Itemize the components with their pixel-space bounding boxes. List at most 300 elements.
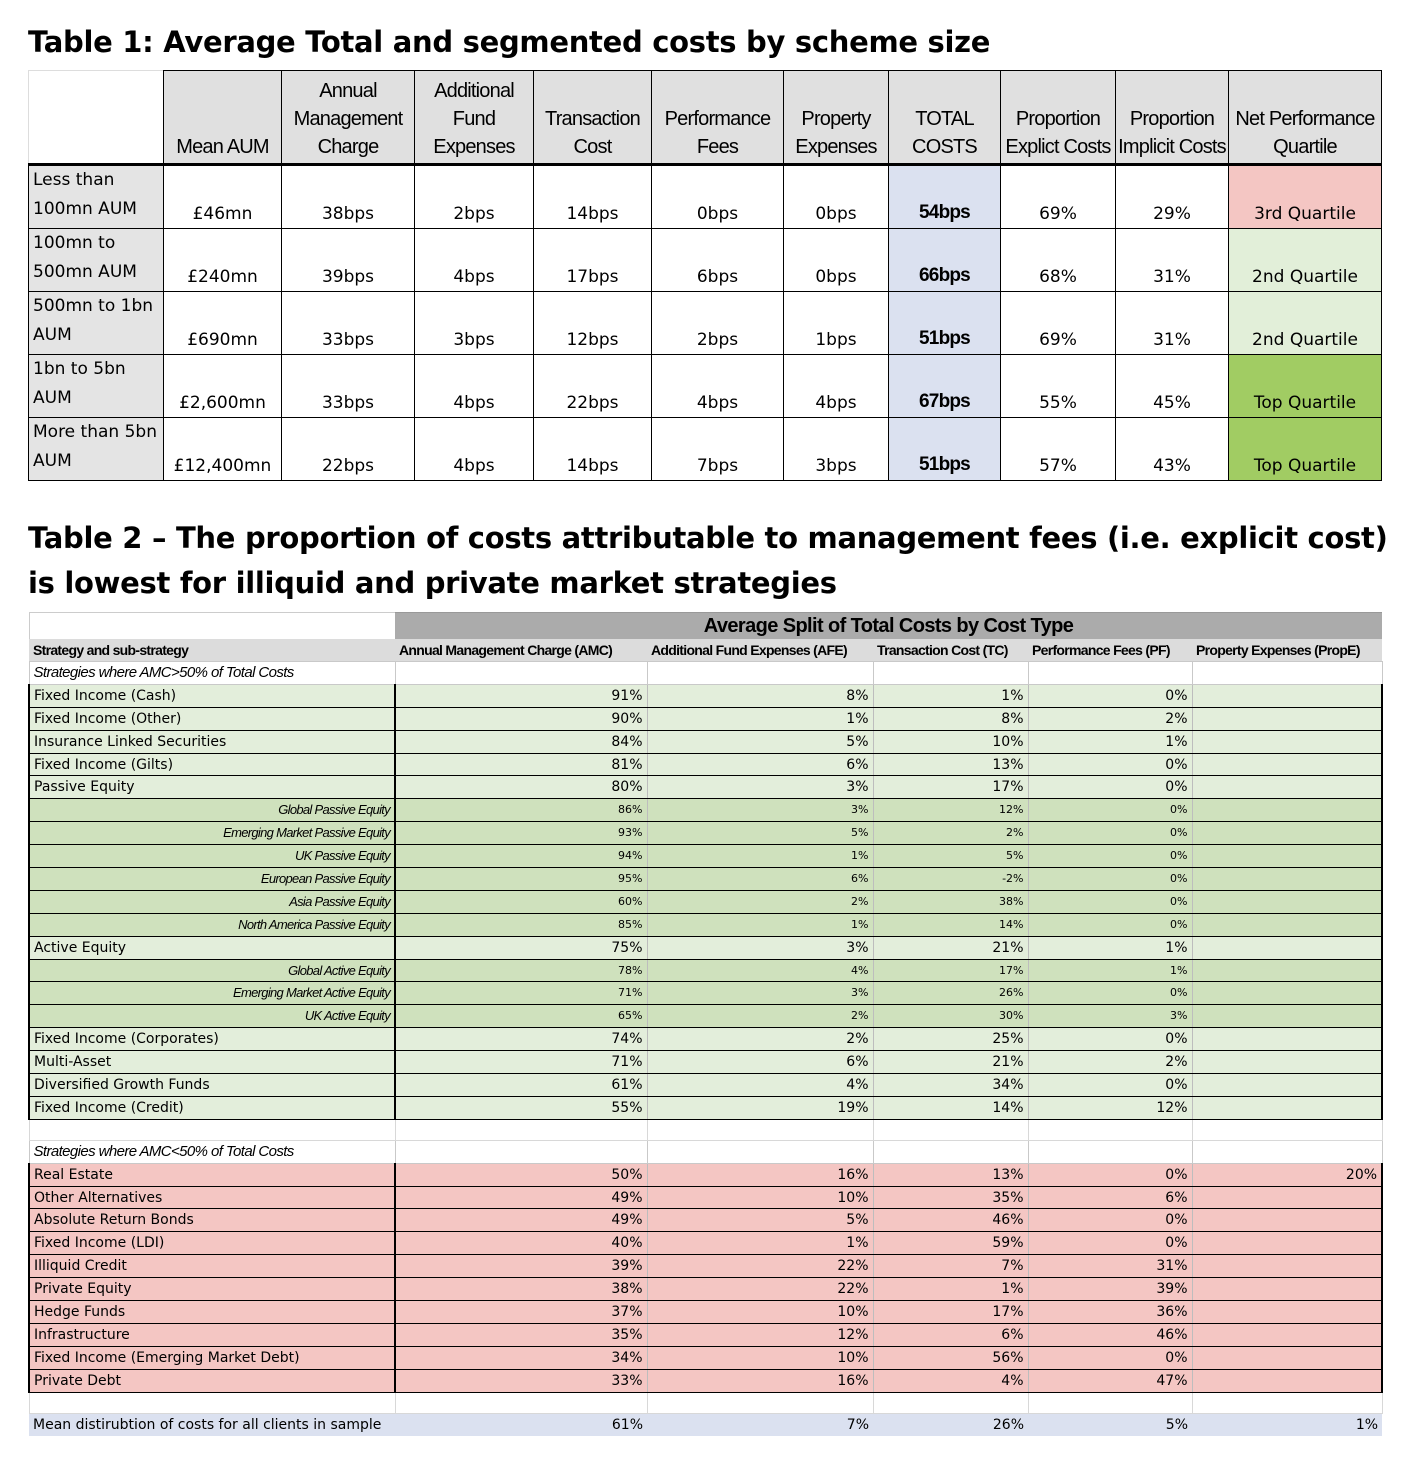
strategy-label: Private Debt: [29, 1369, 395, 1392]
prope-cell: [1192, 1096, 1382, 1119]
table-row: [29, 799, 1382, 822]
pf-cell: 0%: [1028, 982, 1192, 1005]
table-row: [29, 1186, 1382, 1209]
table-row: [29, 730, 1382, 753]
table1-header-quartile: Net Performance Quartile: [1229, 71, 1382, 165]
tc-cell: 10%: [873, 730, 1028, 753]
section-label-row: [29, 662, 1382, 685]
strategy-label: Infrastructure: [29, 1323, 395, 1346]
strategy-label: Illiquid Credit: [29, 1255, 395, 1278]
afe-cell: 16%: [647, 1163, 873, 1186]
tc-cell: 14bps: [534, 165, 652, 229]
table-row: [29, 1163, 1382, 1186]
total-cell: 51bps: [889, 418, 1001, 481]
table-row: [29, 1323, 1382, 1346]
pf-cell: 4bps: [652, 355, 784, 418]
prop-cell: 0bps: [784, 165, 889, 229]
total-cell: 51bps: [889, 292, 1001, 355]
empty-cell: [647, 662, 873, 685]
section-label: Strategies where AMC>50% of Total Costs: [29, 662, 395, 685]
tc-cell: 12bps: [534, 292, 652, 355]
quartile-cell: 2nd Quartile: [1229, 292, 1382, 355]
table-row: [29, 684, 1382, 707]
prope-cell: [1192, 1301, 1382, 1324]
explicit-cell: 69%: [1001, 165, 1116, 229]
segment-label: Less than 100mn AUM: [29, 165, 164, 229]
prope-cell: [1192, 959, 1382, 982]
pf-cell: 31%: [1028, 1255, 1192, 1278]
pf-cell: 0%: [1028, 799, 1192, 822]
prope-cell: [1192, 890, 1382, 913]
prop-cell: 0bps: [784, 229, 889, 292]
table-row: [29, 1096, 1382, 1119]
table-row: [29, 1074, 1382, 1097]
table2-caption-blank: [29, 613, 395, 640]
amc-cell: 81%: [395, 753, 647, 776]
quartile-cell: Top Quartile: [1229, 418, 1382, 481]
table-row: [29, 868, 1382, 891]
strategy-label: Fixed Income (Cash): [29, 684, 395, 707]
explicit-cell: 68%: [1001, 229, 1116, 292]
amc-cell: 50%: [395, 1163, 647, 1186]
afe-cell: 2%: [647, 890, 873, 913]
amc-cell: 61%: [395, 1413, 647, 1436]
tc-cell: 13%: [873, 1163, 1028, 1186]
tc-cell: 6%: [873, 1323, 1028, 1346]
quartile-cell: 2nd Quartile: [1229, 229, 1382, 292]
mean-label: Mean distirubtion of costs for all clients in sample: [29, 1413, 395, 1436]
pf-cell: 2bps: [652, 292, 784, 355]
segment-label: 1bn to 5bn AUM: [29, 355, 164, 418]
pf-cell: 0%: [1028, 890, 1192, 913]
pf-cell: 6%: [1028, 1186, 1192, 1209]
afe-cell: 2bps: [415, 165, 534, 229]
pf-cell: 47%: [1028, 1369, 1192, 1392]
tc-cell: 14%: [873, 1096, 1028, 1119]
pf-cell: 46%: [1028, 1323, 1192, 1346]
afe-cell: 3bps: [415, 292, 534, 355]
empty-cell: [1192, 1392, 1382, 1413]
prope-cell: [1192, 684, 1382, 707]
table1-header-amc: Annual Management Charge: [282, 71, 415, 165]
implicit-cell: 31%: [1116, 229, 1229, 292]
segment-label: 500mn to 1bn AUM: [29, 292, 164, 355]
table1-header-explicit: Proportion Explict Costs: [1001, 71, 1116, 165]
amc-cell: 85%: [395, 913, 647, 936]
table1-row: [29, 292, 1382, 355]
pf-cell: 0%: [1028, 1028, 1192, 1051]
strategy-label: Diversified Growth Funds: [29, 1074, 395, 1097]
table-row: [29, 1301, 1382, 1324]
table2-title: Table 2 – The proportion of costs attributable to management fees (i.e. explicit cost) is lowest for illiquid and private market strategies: [28, 521, 1388, 600]
tc-cell: 21%: [873, 1051, 1028, 1074]
table2-body: [29, 662, 1382, 1436]
tc-cell: 8%: [873, 707, 1028, 730]
empty-cell: [647, 1140, 873, 1163]
quartile-cell: 3rd Quartile: [1229, 165, 1382, 229]
prope-cell: [1192, 1323, 1382, 1346]
implicit-cell: 43%: [1116, 418, 1229, 481]
tc-cell: 26%: [873, 1413, 1028, 1436]
prope-cell: [1192, 1051, 1382, 1074]
strategy-label: Multi-Asset: [29, 1051, 395, 1074]
mean-aum-cell: £46mn: [164, 165, 282, 229]
tc-cell: 5%: [873, 845, 1028, 868]
pf-cell: 0bps: [652, 165, 784, 229]
afe-cell: 1%: [647, 845, 873, 868]
pf-cell: 2%: [1028, 707, 1192, 730]
strategy-label: Emerging Market Passive Equity: [29, 822, 395, 845]
table1-row: [29, 418, 1382, 481]
table2-header-row: [29, 639, 1382, 662]
pf-cell: 0%: [1028, 868, 1192, 891]
prope-cell: [1192, 799, 1382, 822]
section-label: Strategies where AMC<50% of Total Costs: [29, 1140, 395, 1163]
table-row: [29, 845, 1382, 868]
table1-header-performance-fees: Performance Fees: [652, 71, 784, 165]
pf-cell: 0%: [1028, 684, 1192, 707]
strategy-label: Global Active Equity: [29, 959, 395, 982]
pf-cell: 2%: [1028, 1051, 1192, 1074]
tc-cell: 46%: [873, 1209, 1028, 1232]
amc-cell: 61%: [395, 1074, 647, 1097]
prop-cell: 1bps: [784, 292, 889, 355]
amc-cell: 95%: [395, 868, 647, 891]
afe-cell: 19%: [647, 1096, 873, 1119]
empty-cell: [1028, 1392, 1192, 1413]
tc-cell: 4%: [873, 1369, 1028, 1392]
pf-cell: 1%: [1028, 730, 1192, 753]
prope-cell: [1192, 1186, 1382, 1209]
afe-cell: 4%: [647, 959, 873, 982]
afe-cell: 3%: [647, 799, 873, 822]
amc-cell: 94%: [395, 845, 647, 868]
table1-row: [29, 229, 1382, 292]
strategy-label: Passive Equity: [29, 776, 395, 799]
amc-cell: 33bps: [282, 355, 415, 418]
implicit-cell: 29%: [1116, 165, 1229, 229]
amc-cell: 38bps: [282, 165, 415, 229]
pf-cell: 0%: [1028, 753, 1192, 776]
tc-cell: 25%: [873, 1028, 1028, 1051]
afe-cell: 3%: [647, 936, 873, 959]
prope-cell: [1192, 707, 1382, 730]
afe-cell: 3%: [647, 776, 873, 799]
pf-cell: 7bps: [652, 418, 784, 481]
table2: [28, 612, 1383, 1436]
afe-cell: 8%: [647, 684, 873, 707]
prope-cell: [1192, 845, 1382, 868]
table-row: [29, 1232, 1382, 1255]
tc-cell: 56%: [873, 1346, 1028, 1369]
amc-cell: 33%: [395, 1369, 647, 1392]
afe-cell: 4bps: [415, 229, 534, 292]
strategy-label: Fixed Income (Corporates): [29, 1028, 395, 1051]
amc-cell: 74%: [395, 1028, 647, 1051]
pf-cell: 1%: [1028, 936, 1192, 959]
pf-cell: 0%: [1028, 776, 1192, 799]
pf-cell: 0%: [1028, 1232, 1192, 1255]
pf-cell: 0%: [1028, 1346, 1192, 1369]
tc-cell: 30%: [873, 1005, 1028, 1028]
amc-cell: 22bps: [282, 418, 415, 481]
amc-cell: 49%: [395, 1209, 647, 1232]
explicit-cell: 57%: [1001, 418, 1116, 481]
amc-cell: 40%: [395, 1232, 647, 1255]
table1-title: Table 1: Average Total and segmented costs by scheme size: [28, 25, 991, 59]
tc-cell: 17%: [873, 959, 1028, 982]
strategy-label: Private Equity: [29, 1278, 395, 1301]
amc-cell: 80%: [395, 776, 647, 799]
tc-cell: 7%: [873, 1255, 1028, 1278]
amc-cell: 39%: [395, 1255, 647, 1278]
amc-cell: 78%: [395, 959, 647, 982]
empty-cell: [395, 1119, 647, 1140]
pf-cell: 0%: [1028, 1163, 1192, 1186]
empty-cell: [29, 1392, 395, 1413]
prope-cell: [1192, 1074, 1382, 1097]
tc-cell: 1%: [873, 684, 1028, 707]
pf-cell: 36%: [1028, 1301, 1192, 1324]
table2-header-pf: Performance Fees (PF): [1028, 639, 1192, 662]
prope-cell: [1192, 822, 1382, 845]
afe-cell: 4bps: [415, 418, 534, 481]
afe-cell: 6%: [647, 753, 873, 776]
empty-cell: [395, 1392, 647, 1413]
tc-cell: -2%: [873, 868, 1028, 891]
empty-cell: [395, 662, 647, 685]
empty-cell: [395, 1140, 647, 1163]
amc-cell: 33bps: [282, 292, 415, 355]
prop-cell: 3bps: [784, 418, 889, 481]
afe-cell: 6%: [647, 868, 873, 891]
table1-header-total-costs: TOTAL COSTS: [889, 71, 1001, 165]
table-row: [29, 1278, 1382, 1301]
pf-cell: 0%: [1028, 1209, 1192, 1232]
prope-cell: [1192, 776, 1382, 799]
afe-cell: 7%: [647, 1413, 873, 1436]
table1-header-mean-aum: Mean AUM: [164, 71, 282, 165]
table-row: [29, 707, 1382, 730]
amc-cell: 71%: [395, 982, 647, 1005]
pf-cell: 6bps: [652, 229, 784, 292]
tc-cell: 17bps: [534, 229, 652, 292]
tc-cell: 38%: [873, 890, 1028, 913]
table2-header-prope: Property Expenses (PropE): [1192, 639, 1382, 662]
tc-cell: 13%: [873, 753, 1028, 776]
prope-cell: [1192, 936, 1382, 959]
afe-cell: 3%: [647, 982, 873, 1005]
strategy-label: Asia Passive Equity: [29, 890, 395, 913]
mean-aum-cell: £240mn: [164, 229, 282, 292]
tc-cell: 1%: [873, 1278, 1028, 1301]
amc-cell: 93%: [395, 822, 647, 845]
empty-cell: [1192, 1140, 1382, 1163]
quartile-cell: Top Quartile: [1229, 355, 1382, 418]
amc-cell: 71%: [395, 1051, 647, 1074]
prope-cell: [1192, 730, 1382, 753]
strategy-label: Fixed Income (Credit): [29, 1096, 395, 1119]
table-row: [29, 1028, 1382, 1051]
strategy-label: Fixed Income (LDI): [29, 1232, 395, 1255]
empty-cell: [1028, 1140, 1192, 1163]
afe-cell: 2%: [647, 1028, 873, 1051]
afe-cell: 4%: [647, 1074, 873, 1097]
table2-header-tc: Transaction Cost (TC): [873, 639, 1028, 662]
prope-cell: [1192, 1346, 1382, 1369]
table1-header-row: [29, 71, 1382, 165]
afe-cell: 16%: [647, 1369, 873, 1392]
prope-cell: [1192, 1209, 1382, 1232]
table-row: [29, 1005, 1382, 1028]
pf-cell: 0%: [1028, 913, 1192, 936]
strategy-label: UK Passive Equity: [29, 845, 395, 868]
table1-row: [29, 355, 1382, 418]
tc-cell: 14bps: [534, 418, 652, 481]
strategy-label: Fixed Income (Other): [29, 707, 395, 730]
pf-cell: 12%: [1028, 1096, 1192, 1119]
amc-cell: 35%: [395, 1323, 647, 1346]
amc-cell: 34%: [395, 1346, 647, 1369]
amc-cell: 49%: [395, 1186, 647, 1209]
table1: [28, 70, 1382, 481]
strategy-label: Emerging Market Active Equity: [29, 982, 395, 1005]
table-row: [29, 822, 1382, 845]
empty-cell: [29, 1119, 395, 1140]
segment-label: 100mn to 500mn AUM: [29, 229, 164, 292]
tc-cell: 26%: [873, 982, 1028, 1005]
table-row: [29, 936, 1382, 959]
prope-cell: [1192, 1005, 1382, 1028]
pf-cell: 1%: [1028, 959, 1192, 982]
implicit-cell: 45%: [1116, 355, 1229, 418]
prope-cell: [1192, 753, 1382, 776]
table1-row: [29, 165, 1382, 229]
afe-cell: 10%: [647, 1301, 873, 1324]
tc-cell: 21%: [873, 936, 1028, 959]
pf-cell: 5%: [1028, 1413, 1192, 1436]
afe-cell: 22%: [647, 1255, 873, 1278]
amc-cell: 39bps: [282, 229, 415, 292]
pf-cell: 0%: [1028, 845, 1192, 868]
spacer-row: [29, 1392, 1382, 1413]
total-cell: 67bps: [889, 355, 1001, 418]
table2-header-strategy: Strategy and sub-strategy: [29, 639, 395, 662]
table-row: [29, 1346, 1382, 1369]
section-label-row: [29, 1140, 1382, 1163]
mean-aum-cell: £690mn: [164, 292, 282, 355]
table-row: [29, 1209, 1382, 1232]
amc-cell: 60%: [395, 890, 647, 913]
afe-cell: 22%: [647, 1278, 873, 1301]
strategy-label: Insurance Linked Securities: [29, 730, 395, 753]
strategy-label: Real Estate: [29, 1163, 395, 1186]
amc-cell: 90%: [395, 707, 647, 730]
strategy-label: Active Equity: [29, 936, 395, 959]
amc-cell: 65%: [395, 1005, 647, 1028]
afe-cell: 1%: [647, 913, 873, 936]
table1-header-property-expenses: Property Expenses: [784, 71, 889, 165]
mean-row: [29, 1413, 1382, 1436]
strategy-label: Other Alternatives: [29, 1186, 395, 1209]
tc-cell: 12%: [873, 799, 1028, 822]
empty-cell: [647, 1392, 873, 1413]
empty-cell: [873, 662, 1028, 685]
strategy-label: European Passive Equity: [29, 868, 395, 891]
table1-header-blank: [29, 71, 164, 165]
empty-cell: [647, 1119, 873, 1140]
tc-cell: 22bps: [534, 355, 652, 418]
amc-cell: 75%: [395, 936, 647, 959]
prope-cell: 20%: [1192, 1163, 1382, 1186]
table1-header-afe: Additional Fund Expenses: [415, 71, 534, 165]
strategy-label: Fixed Income (Gilts): [29, 753, 395, 776]
afe-cell: 10%: [647, 1186, 873, 1209]
prope-cell: [1192, 868, 1382, 891]
tc-cell: 35%: [873, 1186, 1028, 1209]
mean-aum-cell: £2,600mn: [164, 355, 282, 418]
segment-label: More than 5bn AUM: [29, 418, 164, 481]
empty-cell: [1028, 662, 1192, 685]
total-cell: 66bps: [889, 229, 1001, 292]
table-row: [29, 1051, 1382, 1074]
prope-cell: [1192, 1369, 1382, 1392]
strategy-label: Hedge Funds: [29, 1301, 395, 1324]
amc-cell: 86%: [395, 799, 647, 822]
table1-header-transaction-cost: Transaction Cost: [534, 71, 652, 165]
afe-cell: 4bps: [415, 355, 534, 418]
strategy-label: North America Passive Equity: [29, 913, 395, 936]
mean-aum-cell: £12,400mn: [164, 418, 282, 481]
table2-header-amc: Annual Management Charge (AMC): [395, 639, 647, 662]
empty-cell: [873, 1392, 1028, 1413]
prope-cell: 1%: [1192, 1413, 1382, 1436]
afe-cell: 10%: [647, 1346, 873, 1369]
empty-cell: [1028, 1119, 1192, 1140]
strategy-label: UK Active Equity: [29, 1005, 395, 1028]
empty-cell: [1192, 662, 1382, 685]
implicit-cell: 31%: [1116, 292, 1229, 355]
pf-cell: 0%: [1028, 822, 1192, 845]
afe-cell: 12%: [647, 1323, 873, 1346]
tc-cell: 34%: [873, 1074, 1028, 1097]
prope-cell: [1192, 1255, 1382, 1278]
table-row: [29, 890, 1382, 913]
strategy-label: Global Passive Equity: [29, 799, 395, 822]
pf-cell: 3%: [1028, 1005, 1192, 1028]
tc-cell: 2%: [873, 822, 1028, 845]
empty-cell: [1192, 1119, 1382, 1140]
table-row: [29, 776, 1382, 799]
pf-cell: 0%: [1028, 1074, 1192, 1097]
afe-cell: 1%: [647, 707, 873, 730]
amc-cell: 91%: [395, 684, 647, 707]
prop-cell: 4bps: [784, 355, 889, 418]
strategy-label: Fixed Income (Emerging Market Debt): [29, 1346, 395, 1369]
table-row: [29, 959, 1382, 982]
amc-cell: 84%: [395, 730, 647, 753]
afe-cell: 5%: [647, 1209, 873, 1232]
table-row: [29, 913, 1382, 936]
afe-cell: 2%: [647, 1005, 873, 1028]
afe-cell: 5%: [647, 730, 873, 753]
explicit-cell: 69%: [1001, 292, 1116, 355]
explicit-cell: 55%: [1001, 355, 1116, 418]
amc-cell: 55%: [395, 1096, 647, 1119]
afe-cell: 5%: [647, 822, 873, 845]
prope-cell: [1192, 1278, 1382, 1301]
empty-cell: [873, 1119, 1028, 1140]
